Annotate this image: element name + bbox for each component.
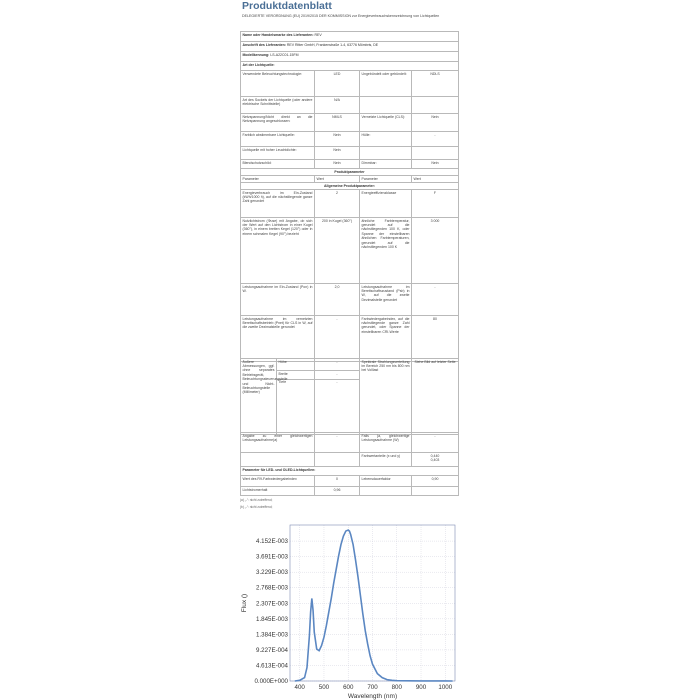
params-header-row [241,176,459,183]
chart-x-tick-label: 1000 [438,684,453,691]
type-cell: LED [315,71,360,97]
type-cell: Ungebündelt oder gebündelt: [360,71,412,97]
type-row [241,132,459,147]
spectral-value: Siehe Bild auf letzter Seite [412,359,459,435]
type-cell: NMLS [315,114,360,132]
type-cell: Lichtquelle mit hoher Leuchtdichte: [241,147,315,160]
chart-y-tick-label: 2.307E-003 [256,600,288,608]
type-cell: Nein [412,160,459,169]
page-title: Produktdatenblatt [242,0,332,12]
supplier-name-label: Name oder Handelsmarke des Lieferanten: [242,32,314,37]
led-cell: 0,96 [315,487,360,496]
chart-y-tick-label: 0.000E+000 [254,678,288,685]
regulation-intro: DELEGIERTE VERORDNUNG (EU) 2019/2015 DER KOMMISSION zur Energieverbrauchskennzeichnung von Lichtquellen [242,14,440,18]
chart-y-label: Flux () [241,593,248,613]
type-cell [412,97,459,114]
type-row [241,114,459,132]
model-row [241,52,459,62]
chart-y-tick-label: 9.227E-004 [256,646,288,654]
type-cell: NDLS [412,71,459,97]
general-cell: 80 [412,316,459,362]
params-section-title: Produktparameter [241,169,459,176]
led-row [241,476,459,487]
model-label: Modellkennung: [242,52,270,57]
general-cell: - [315,316,360,362]
equiv-label: Angabe zu einer gleichwertigen Leistungsaufnahme(a) [241,433,315,453]
general-cell: Leistungsaufnahme im vernetzten Bereitschaftsbetrieb (Pnet) für CLS in W, auf die zweite Dezimalstelle gerundet [241,316,315,362]
general-cell: Energieverbrauch im Ein-Zustand (kWh/1000 h), auf die nächstliegende ganze Zahl gerundet [241,190,315,218]
chart-x-ticks [295,684,453,691]
chart-y-tick-label: 3.229E-003 [256,569,288,577]
equiv-row [241,433,459,453]
equiv-power-label: Falls (a, gleichwertige Leistungsaufnahme (W) [360,433,412,453]
dims-width-value: - [315,371,360,379]
supplier-address-row [241,42,459,52]
led-row [241,487,459,496]
led-cell [360,487,412,496]
type-cell [360,97,412,114]
supplier-name: REV [314,32,322,37]
chroma-row [241,453,459,467]
chart-y-tick-label: 1.845E-003 [256,615,288,623]
chart-x-label: Wavelength (nm) [347,693,398,700]
type-cell: Farblich abstimmbare Lichtquelle: [241,132,315,147]
led-cell: Lebensdauerfaktor [360,476,412,487]
header-param-1: Parameter [241,176,315,183]
supplier-name-row [241,32,459,42]
led-cell: 0 [315,476,360,487]
type-cell: Dimmbar: [360,160,412,169]
dims-depth-value: - [315,379,360,435]
type-cell: Nein [315,160,360,169]
general-cell: F [412,190,459,218]
equiv-power-value: - [412,433,459,453]
dims-label: Äußere Abmessungen, ggf. ohne separates Betriebsgerät, Beleuchtungssteuerungsteile und Nicht-Beleuchtungsteile (Millimeter) [241,359,277,435]
general-row [241,284,459,316]
general-cell: 200 in Kugel (360°) [315,218,360,284]
dims-height-label: Höhe [277,359,315,371]
type-row [241,97,459,114]
chart-y-ticks [254,538,288,685]
chart-x-tick-label: 700 [367,684,378,691]
dims-width-label: Breite [277,371,315,379]
dims-height-value: - [315,359,360,371]
type-cell: N/A [315,97,360,114]
chart-y-tick-label: 3.691E-003 [256,553,288,561]
type-cell [412,147,459,160]
type-cell: Nein [315,147,360,160]
chart-y-tick-label: 4.152E-003 [256,538,288,546]
led-section-title: Parameter für LED- und OLED-Lichtquellen: [241,467,459,476]
led-cell [412,487,459,496]
chroma-y: 0,403 [430,458,440,462]
supplier-address: REV Ritter GmbH, Frankenstraße 1-4, 63776 Mömbris, DE [286,42,379,47]
general-row [241,218,459,284]
general-row [241,190,459,218]
general-cell: - [412,284,459,316]
type-cell: Nein [315,132,360,147]
chart-y-tick-label: 2.768E-003 [256,584,288,592]
general-cell: Leistungsaufnahme im Ein-Zustand (Pon) in W. [241,284,315,316]
type-cell: Verwendete Beleuchtungstechnologie: [241,71,315,97]
type-section-title: Art der Lichtquelle: [241,62,459,71]
type-row [241,160,459,169]
chroma-x: 0,440 [430,453,440,458]
spectral-label: Spektrale Strahlungsverteilung im Bereich 250 nm bis 800 nm bei Volllast [360,359,412,435]
type-row [241,147,459,160]
footnote-a: (a) „-“: nicht zutreffend; [240,498,273,502]
general-cell: 2,0 [315,284,360,316]
general-cell: Nutzlichtstrom (Φuse) mit Angabe, ob sich der Wert auf den Lichtstrom in einer Kugel (360°), in einem breiten Kegel (120°) oder in einem schmalen Kegel (90°) bezieht [241,218,315,284]
dims-table [240,358,459,435]
type-cell: Hülle: [360,132,412,147]
chart-x-tick-label: 900 [415,684,427,691]
product-datasheet [238,0,460,510]
params-table [240,70,459,362]
tail-table [240,432,459,496]
model-id: LS-A22C01-15FM [270,52,299,57]
chart-x-tick-label: 500 [318,684,330,691]
chroma-label: Farbwertanteile (x und y) [360,453,412,467]
type-cell: - [412,132,459,147]
header-value-1: Wert [315,176,360,183]
header-value-2: Wert [412,176,459,183]
chart-grid [290,525,455,681]
led-cell: Lichtstromerhalt [241,487,315,496]
header-param-2: Parameter [360,176,412,183]
dims-depth-label: Tiefe [277,379,315,435]
chart-y-tick-label: 4.613E-004 [256,662,288,670]
supplier-table [240,31,459,71]
type-cell: Art des Sockels der Lichtquelle (oder andere elektrische Schnittstelle) [241,97,315,114]
led-cell: Wert des R9-Farbwiedergabeindex [241,476,315,487]
chart-x-tick-label: 800 [391,684,402,691]
type-cell: Nein [412,114,459,132]
chart-x-tick-label: 400 [294,684,305,691]
type-cell: Netzspannung/Nicht direkt an die Netzspannung angeschlossen: [241,114,315,132]
type-cell: Vernetzte Lichtquelle (CLS): [360,114,412,132]
general-cell: ähnliche Farbtemperatur, gerundet auf die nächstliegenden 100 K, oder Spanne der einstellbaren ähnlichen Farbtemperaturen, gerundet auf die nächstliegenden 100 K [360,218,412,284]
type-cell [360,147,412,160]
general-cell: Energieeffizienzklasse [360,190,412,218]
type-cell: Blendschutzschild: [241,160,315,169]
equiv-value: - [315,433,360,453]
general-cell: Leistungsaufnahme im Bereitschaftszustand (Psb) in W, auf die zweite Dezimalstelle gerundet [360,284,412,316]
chroma-values [412,453,459,467]
supplier-address-label: Anschrift des Lieferanten: [242,42,286,47]
general-cell: 2 [315,190,360,218]
footnote-b: (b) „-“: nicht zutreffend; [240,505,273,509]
general-section-title: Allgemeine Produktparameter: [241,183,459,190]
chart-series-line [295,530,453,681]
spectral-chart [238,520,460,700]
chart-x-tick-label: 600 [343,684,354,691]
general-cell: Farbwiedergabeindex, auf die nächstliegende ganze Zahl gerundet, oder Spanne der einstellbaren CRI-Werte [360,316,412,362]
general-row [241,316,459,362]
general-cell: 3 000 [412,218,459,284]
type-row [241,71,459,97]
led-cell: 0,90 [412,476,459,487]
chart-y-tick-label: 1.384E-003 [256,631,288,639]
